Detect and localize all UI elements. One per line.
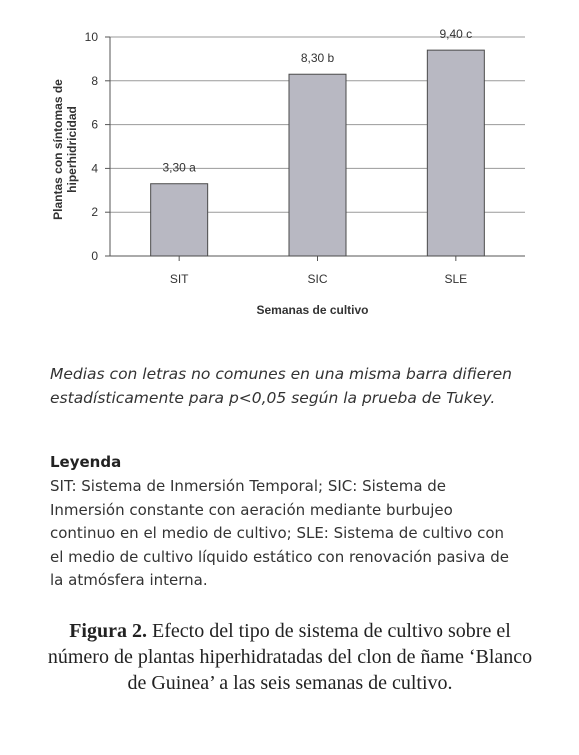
- legend-title: Leyenda: [50, 453, 122, 471]
- x-tick-label: SLE: [444, 272, 468, 286]
- bar-sic: [289, 74, 346, 256]
- figure-label: Figura 2.: [69, 620, 147, 642]
- chart-footnote: Medias con letras no comunes en una misma barra difieren estadísticamente para p<0,05 según la prueba de Tukey.: [50, 365, 512, 407]
- data-label: 8,30 b: [300, 51, 335, 66]
- y-axis-title-line: hiperhidricidad: [65, 106, 79, 193]
- bar-sit: [151, 184, 208, 256]
- bar-sle: [427, 50, 484, 256]
- y-tick-label: 2: [91, 205, 98, 220]
- y-tick-label: 4: [91, 161, 98, 176]
- y-tick-label: 10: [84, 30, 98, 44]
- y-axis-title: [51, 79, 79, 220]
- figure-caption: [40, 618, 540, 696]
- labels: [85, 27, 473, 286]
- data-label: 9,40 c: [439, 27, 473, 42]
- data-label: 3,30 a: [162, 160, 196, 175]
- legend-text: SIT: Sistema de Inmersión Temporal; SIC: Sistema de Inmersión constante con aeración mediante burbujeo continuo en el medio de cultivo; SLE: Sistema de cultivo con el medio de cultivo líquido estático con renovación pasiva de la atmósfera interna.: [50, 477, 509, 589]
- x-tick-label: SIT: [169, 272, 189, 286]
- y-tick-label: 8: [91, 73, 98, 88]
- x-axis-title: Semanas de cultivo: [256, 303, 369, 317]
- x-tick-label: SIC: [307, 272, 328, 286]
- y-tick-label: 6: [91, 117, 98, 132]
- y-tick-label: 0: [91, 249, 98, 263]
- y-axis-title-line: Plantas con síntomas de: [51, 79, 65, 220]
- figure-caption-text: Efecto del tipo de sistema de cultivo sobre el número de plantas hiperhidratadas del clon de ñame ‘Blanco de Guinea’ a las seis semanas de cultivo.: [47, 620, 533, 694]
- bar-chart: [0, 0, 579, 340]
